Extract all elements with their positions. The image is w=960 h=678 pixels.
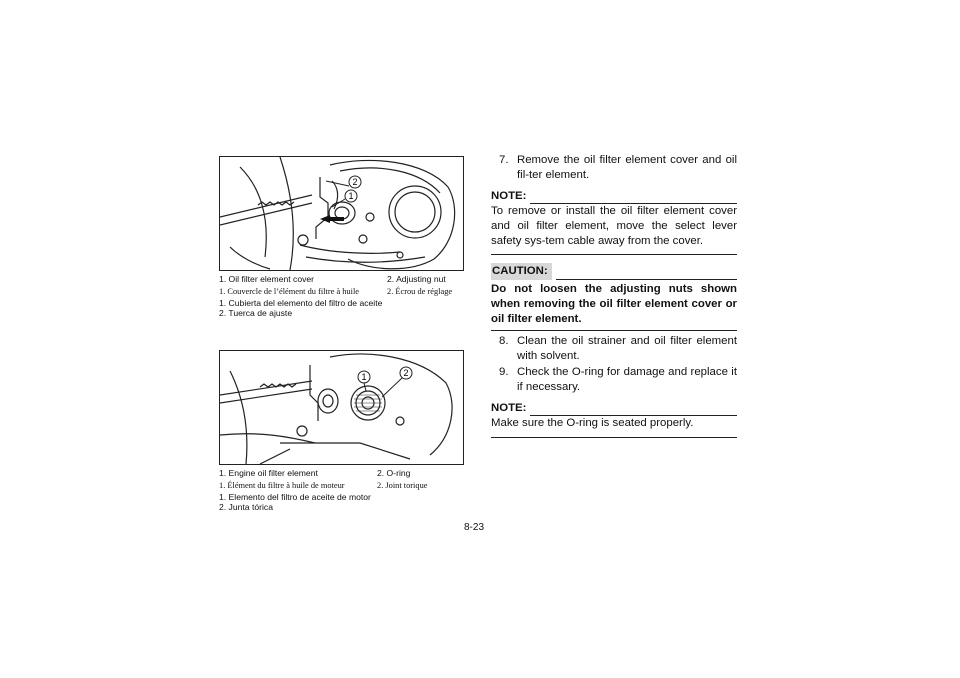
step-number: 9. [499, 366, 509, 378]
note-label: NOTE: [491, 190, 527, 202]
step-text: Check the O-ring for damage and replace it if necessary. [517, 366, 737, 393]
step-7 [491, 153, 737, 183]
engine-illustration-1 [220, 157, 463, 270]
note-heading [491, 401, 737, 416]
caution-end-rule [491, 330, 737, 331]
note-text: Make sure the O-ring is seated properly. [491, 417, 694, 429]
caption-fr-2: 2. Joint torique [377, 481, 428, 490]
caption-en-2: 2. Adjusting nut [387, 274, 446, 284]
caption-fr-1: 1. Couvercle de l’élément du filtre à huile [219, 287, 359, 296]
caption-es-2: 2. Tuerca de ajuste [219, 308, 293, 318]
note-end-rule [491, 437, 737, 438]
step-text: Clean the oil strainer and oil filter element with solvent. [517, 335, 737, 362]
caption-fr-1: 1. Élément du filtre à huile de moteur [219, 481, 345, 490]
figure-oil-filter-cover [219, 156, 464, 271]
arrow-icon [320, 215, 344, 223]
note-label: NOTE: [491, 402, 527, 414]
step-number: 7. [499, 154, 509, 166]
caption-es-1: 1. Cubierta del elemento del filtro de aceite [219, 298, 383, 308]
engine-illustration-2 [220, 351, 463, 464]
caption-es-1: 1. Elemento del filtro de aceite de motor [219, 492, 371, 502]
note-end-rule [491, 254, 737, 255]
callout-2: 2 [352, 177, 358, 187]
caption-fr-2: 2. Écrou de réglage [387, 287, 453, 296]
note-text: To remove or install the oil filter element cover and oil filter element, move the select lever safety sys-tem cable away from the cover. [491, 205, 737, 247]
note-heading [491, 189, 737, 204]
instructions-column [491, 153, 737, 438]
step-8 [491, 334, 737, 364]
figure1-caption [219, 274, 469, 318]
step-9 [491, 365, 737, 395]
caution-heading [491, 263, 737, 280]
caption-es-2: 2. Junta tórica [219, 502, 273, 512]
caution-text: Do not loosen the adjusting nuts shown when removing the oil filter element cover or oil filter element. [491, 283, 737, 325]
figure2-caption [219, 468, 469, 512]
caption-en-1: 1. Oil filter element cover [219, 274, 315, 284]
caution-label: CAUTION: [491, 263, 552, 280]
page-number: 8-23 [464, 522, 485, 533]
caption-en-2: 2. O-ring [377, 468, 411, 478]
step-text: Remove the oil filter element cover and oil fil-ter element. [517, 154, 737, 181]
callout-1: 1 [348, 191, 354, 201]
callout-1: 1 [361, 372, 367, 382]
step-number: 8. [499, 335, 509, 347]
callout-2: 2 [403, 368, 409, 378]
figure-oil-filter-element [219, 350, 464, 465]
caption-en-1: 1. Engine oil filter element [219, 468, 318, 478]
